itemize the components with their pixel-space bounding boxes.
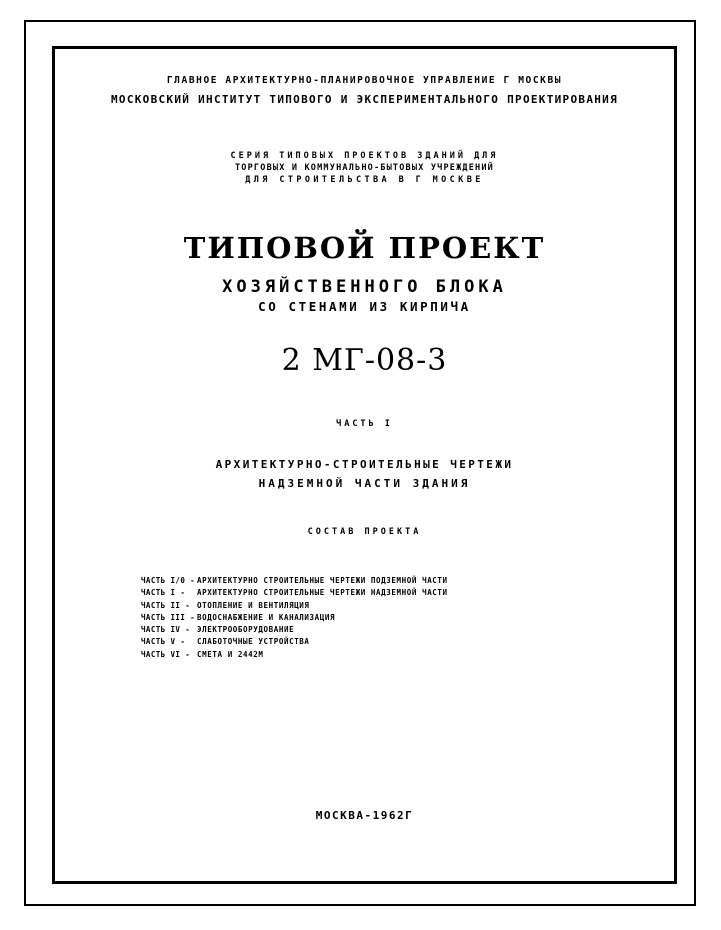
composition-item — [141, 624, 448, 636]
city-year: МОСКВА-1962Г — [315, 809, 414, 822]
document-title: ТИПОВОЙ ПРОЕКТ — [183, 231, 546, 265]
part-description-line2: НАДЗЕМНОЙ ЧАСТИ ЗДАНИЯ — [258, 477, 471, 490]
series-line3: ДЛЯ СТРОИТЕЛЬСТВА В Г МОСКВЕ — [245, 175, 484, 185]
org-header-line2: МОСКОВСКИЙ ИНСТИТУТ ТИПОВОГО И ЭКСПЕРИМЕНТАЛЬНОГО ПРОЕКТИРОВАНИЯ — [110, 93, 619, 106]
composition-item — [141, 587, 448, 599]
composition-item-description: ОТОПЛЕНИЕ И ВЕНТИЛЯЦИЯ — [197, 600, 310, 610]
composition-item-description: ЭЛЕКТРООБОРУДОВАНИЕ — [197, 625, 295, 635]
composition-item-number: ЧАСТЬ II - — [141, 600, 191, 610]
composition-item-number: ЧАСТЬ IV - — [141, 625, 191, 635]
composition-item-number: ЧАСТЬ V - — [141, 637, 186, 647]
composition-item-description: АРХИТЕКТУРНО СТРОИТЕЛЬНЫЕ ЧЕРТЕЖИ НАДЗЕМНОЙ ЧАСТИ — [197, 588, 448, 598]
project-subject-line2: СО СТЕНАМИ ИЗ КИРПИЧА — [258, 299, 471, 314]
composition-item — [141, 636, 448, 648]
composition-list — [141, 575, 448, 661]
composition-item-number: ЧАСТЬ I - — [141, 588, 186, 598]
composition-item — [141, 575, 448, 587]
part-description-line1: АРХИТЕКТУРНО-СТРОИТЕЛЬНЫЕ ЧЕРТЕЖИ — [215, 458, 514, 471]
series-line1: СЕРИЯ ТИПОВЫХ ПРОЕКТОВ ЗДАНИЙ ДЛЯ — [230, 151, 499, 161]
project-code: 2 МГ-08-3 — [281, 343, 448, 378]
part-label: ЧАСТЬ I — [336, 419, 393, 429]
composition-item-number: ЧАСТЬ III - — [141, 612, 196, 622]
composition-heading: СОСТАВ ПРОЕКТА — [307, 527, 422, 537]
composition-item-description: СЛАБОТОЧНЫЕ УСТРОЙСТВА — [197, 637, 310, 647]
series-line2: ТОРГОВЫХ И КОММУНАЛЬНО-БЫТОВЫХ УЧРЕЖДЕНИЙ — [234, 163, 494, 173]
composition-item-description: АРХИТЕКТУРНО СТРОИТЕЛЬНЫЕ ЧЕРТЕЖИ ПОДЗЕМНОЙ ЧАСТИ — [197, 576, 448, 585]
composition-item — [141, 612, 448, 624]
title-page — [52, 46, 677, 884]
org-header-line1: ГЛАВНОЕ АРХИТЕКТУРНО-ПЛАНИРОВОЧНОЕ УПРАВЛЕНИЕ Г МОСКВЫ — [166, 75, 563, 86]
project-subject-line1: ХОЗЯЙСТВЕННОГО БЛОКА — [222, 277, 507, 297]
composition-item-number: ЧАСТЬ I/0 - — [141, 576, 196, 585]
composition-item — [141, 600, 448, 612]
composition-item — [141, 649, 448, 661]
composition-item-description: ВОДОСНАБЖЕНИЕ И КАНАЛИЗАЦИЯ — [197, 612, 336, 622]
composition-item-description: СМЕТА И 2442М — [197, 649, 264, 659]
composition-item-number: ЧАСТЬ VI - — [141, 649, 191, 659]
